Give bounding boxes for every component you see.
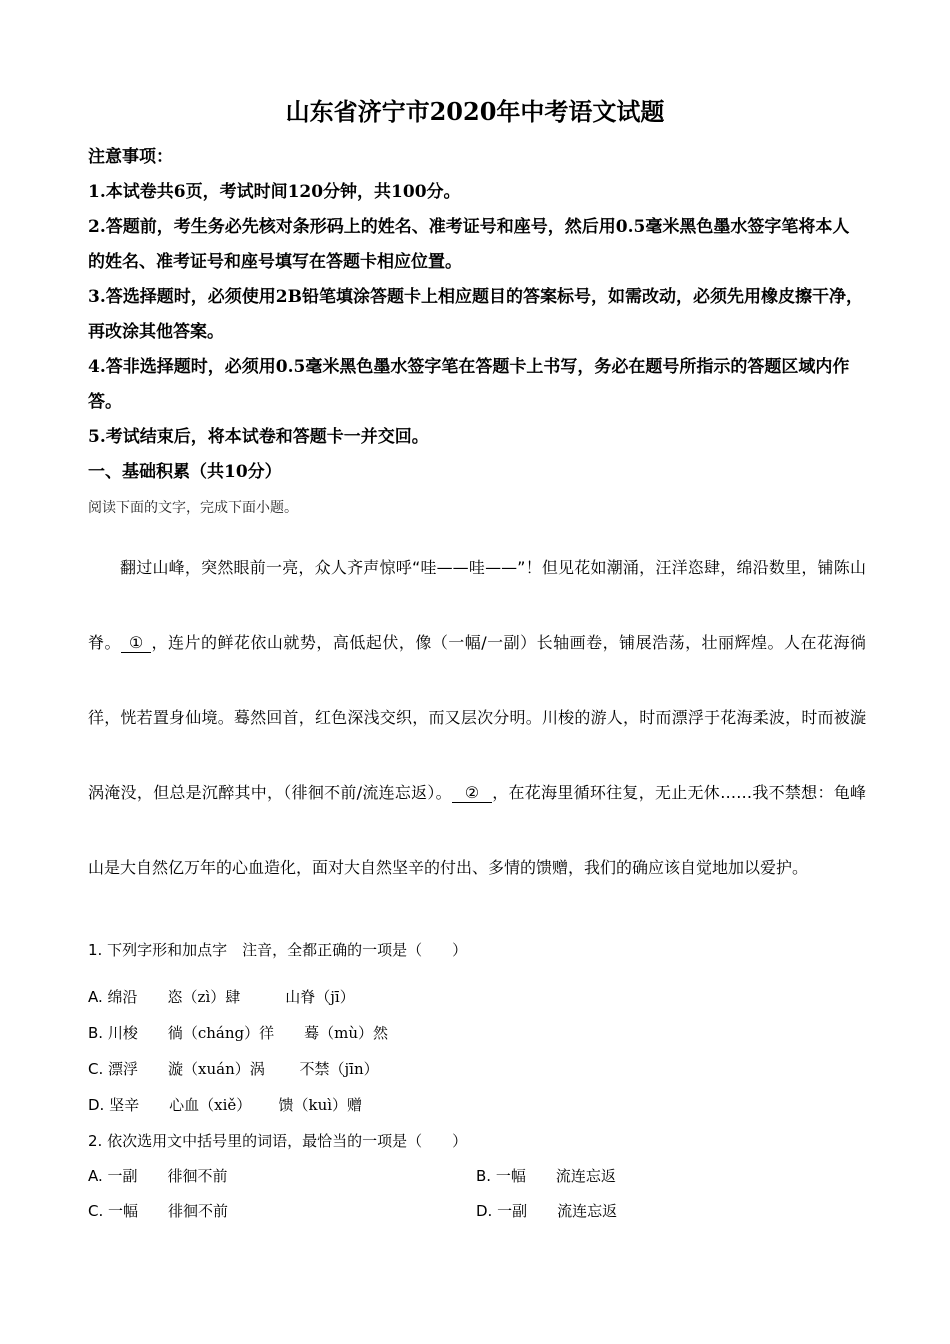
option-text: 川梭 徜（cháng）徉 蓦（mù）然	[107, 1024, 388, 1042]
section-heading: 一、基础积累（共10分）	[88, 462, 282, 482]
option-1a	[88, 986, 355, 1007]
passage-text: 翻过山峰，突然眼前一亮，众人齐声惊呼“哇——哇——”！但见花如潮涌，汪洋恣肆，绵沿数里，铺陈山脊。	[88, 558, 866, 652]
option-letter: C.	[88, 1202, 104, 1220]
question-number: 2.	[88, 1132, 103, 1150]
option-letter: C.	[88, 1060, 104, 1078]
option-2d	[476, 1200, 617, 1221]
option-1b	[88, 1022, 388, 1043]
option-1c	[88, 1058, 379, 1079]
option-1d	[88, 1094, 362, 1115]
question-number: 1.	[88, 941, 103, 959]
option-letter: D.	[476, 1202, 493, 1220]
note-item: 3.答选择题时，必须使用2B铅笔填涂答题卡上相应题目的答案标号，如需改动，必须先用橡皮擦干净，再改涂其他答案。	[88, 287, 863, 342]
option-letter: D.	[88, 1096, 105, 1114]
option-2a	[88, 1165, 228, 1186]
option-text: 一幅 流连忘返	[495, 1167, 616, 1185]
option-text: 一幅 徘徊不前	[108, 1202, 229, 1220]
option-text: 绵沿 恣（zì）肆 山脊（jī）	[107, 988, 355, 1006]
reading-passage	[88, 530, 866, 905]
passage-text: ，在花海里循环往复，无止无休……我不禁想：龟峰山是大自然亿万年的心血造化，面对大自然坚辛的付出、多情的馈赠，我们的确应该自觉地加以爱护。	[88, 783, 866, 877]
option-text: 坚辛 心血（xiě） 馈（kuì）赠	[109, 1096, 363, 1114]
question-stem: 下列字形和加点字 注音，全都正确的一项是（ ）	[107, 941, 468, 959]
page-title: 山东省济宁市2020年中考语文试题	[285, 97, 665, 126]
option-2c	[88, 1200, 228, 1221]
notes-block	[88, 140, 866, 455]
option-text: 一副 徘徊不前	[107, 1167, 228, 1185]
blank-1: ①	[121, 634, 151, 653]
option-letter: B.	[88, 1024, 104, 1042]
passage-text: ，连片的鲜花依山就势，高低起伏，像（一幅/一副）长轴画卷，铺展浩荡，壮丽辉煌。人在花海徜徉，恍若置身仙境。蓦然回首，红色深浅交织，而又层次分明。川梭的游人，时而漂浮于花海柔波，时而被漩涡淹没，但总是沉醉其中，（徘徊不前/流连忘返）。	[88, 633, 866, 802]
option-letter: B.	[476, 1167, 492, 1185]
note-item: 2.答题前，考生务必先核对条形码上的姓名、准考证号和座号，然后用0.5毫米黑色墨水签字笔将本人的姓名、准考证号和座号填写在答题卡相应位置。	[88, 217, 850, 272]
blank-2: ②	[452, 784, 492, 803]
note-item: 5.考试结束后，将本试卷和答题卡一并交回。	[88, 427, 429, 447]
option-letter: A.	[88, 988, 103, 1006]
notes-heading: 注意事项：	[88, 147, 173, 167]
note-item: 1.本试卷共6页，考试时间120分钟，共100分。	[88, 182, 461, 202]
question-1	[88, 939, 467, 960]
option-2b	[476, 1165, 616, 1186]
option-text: 一副 流连忘返	[497, 1202, 618, 1220]
note-item: 4.答非选择题时，必须用0.5毫米黑色墨水签字笔在答题卡上书写，务必在题号所指示的答题区域内作答。	[88, 357, 850, 412]
question-2	[88, 1130, 467, 1151]
reading-instruction: 阅读下面的文字，完成下面小题。	[88, 500, 298, 516]
option-letter: A.	[88, 1167, 103, 1185]
question-stem: 依次选用文中括号里的词语，最恰当的一项是（ ）	[107, 1132, 468, 1150]
option-text: 漂浮 漩（xuán）涡 不禁（jīn）	[108, 1060, 379, 1078]
